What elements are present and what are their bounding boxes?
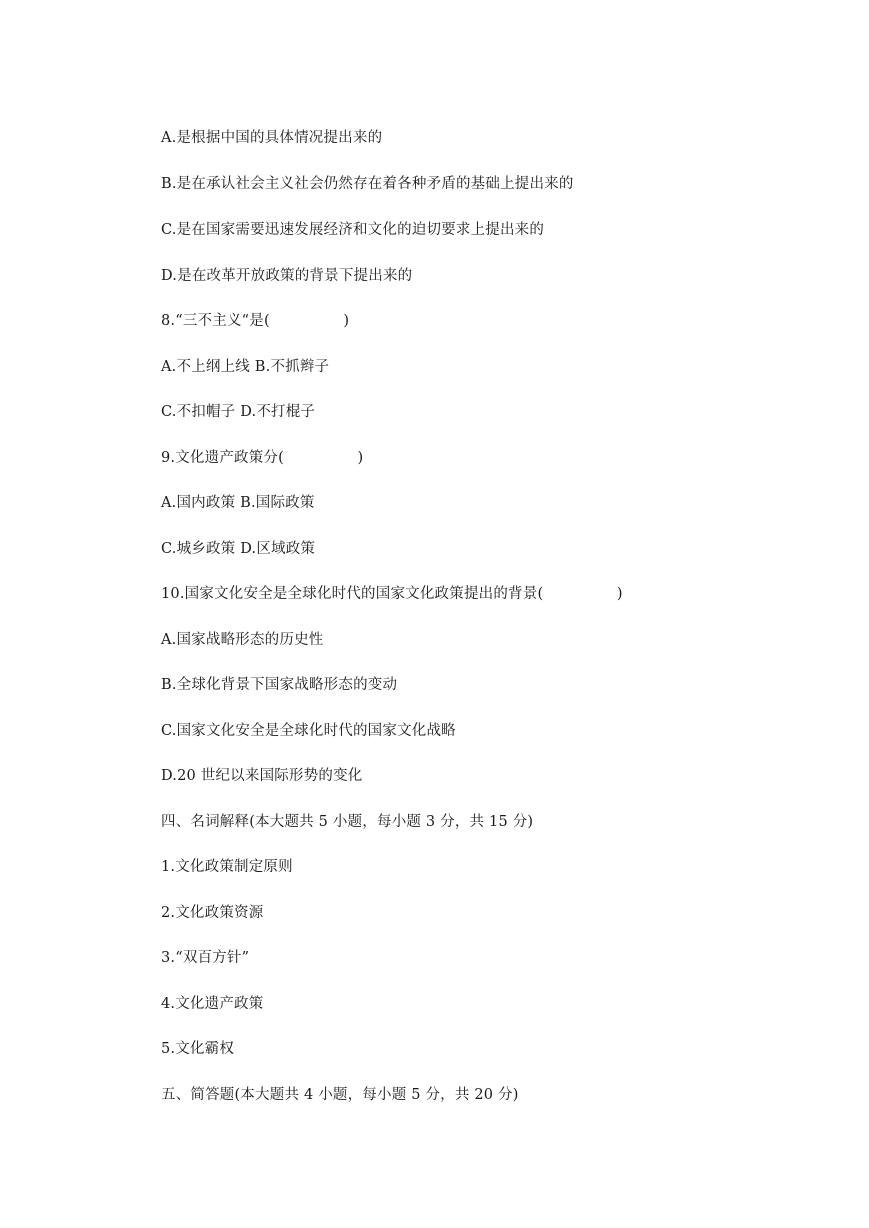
q8-options-cd: C.不扣帽子 D.不打棍子 xyxy=(161,404,316,420)
q7-option-a: A.是根据中国的具体情况提出来的 xyxy=(161,130,383,146)
q8-question: 8.“三不主义“是( ) xyxy=(161,313,350,329)
q10-question: 10.国家文化安全是全球化时代的国家文化政策提出的背景( ) xyxy=(161,586,623,602)
term-5: 5.文化霸权 xyxy=(161,1041,235,1057)
q8-options-ab: A.不上纲上线 B.不抓辫子 xyxy=(161,359,330,375)
q10-option-d: D.20 世纪以来国际形势的变化 xyxy=(161,768,363,784)
q10-option-a: A.国家战略形态的历史性 xyxy=(161,632,324,648)
term-3: 3.“双百方针” xyxy=(161,950,250,966)
q10-option-b: B.全球化背景下国家战略形态的变动 xyxy=(161,677,398,693)
term-2: 2.文化政策资源 xyxy=(161,905,264,921)
q9-options-ab: A.国内政策 B.国际政策 xyxy=(161,495,315,511)
q7-option-d: D.是在改革开放政策的背景下提出来的 xyxy=(161,268,413,284)
section-5-heading: 五、简答题(本大题共 4 小题，每小题 5 分，共 20 分) xyxy=(161,1087,519,1103)
q9-question: 9.文化遗产政策分( ) xyxy=(161,450,364,466)
q7-option-b: B.是在承认社会主义社会仍然存在着各种矛盾的基础上提出来的 xyxy=(161,176,574,192)
q10-option-c: C.国家文化安全是全球化时代的国家文化战略 xyxy=(161,723,456,739)
section-4-heading: 四、名词解释(本大题共 5 小题，每小题 3 分，共 15 分) xyxy=(161,814,534,830)
term-1: 1.文化政策制定原则 xyxy=(161,859,293,875)
term-4: 4.文化遗产政策 xyxy=(161,996,264,1012)
q9-options-cd: C.城乡政策 D.区域政策 xyxy=(161,541,316,557)
q7-option-c: C.是在国家需要迅速发展经济和文化的迫切要求上提出来的 xyxy=(161,222,545,238)
